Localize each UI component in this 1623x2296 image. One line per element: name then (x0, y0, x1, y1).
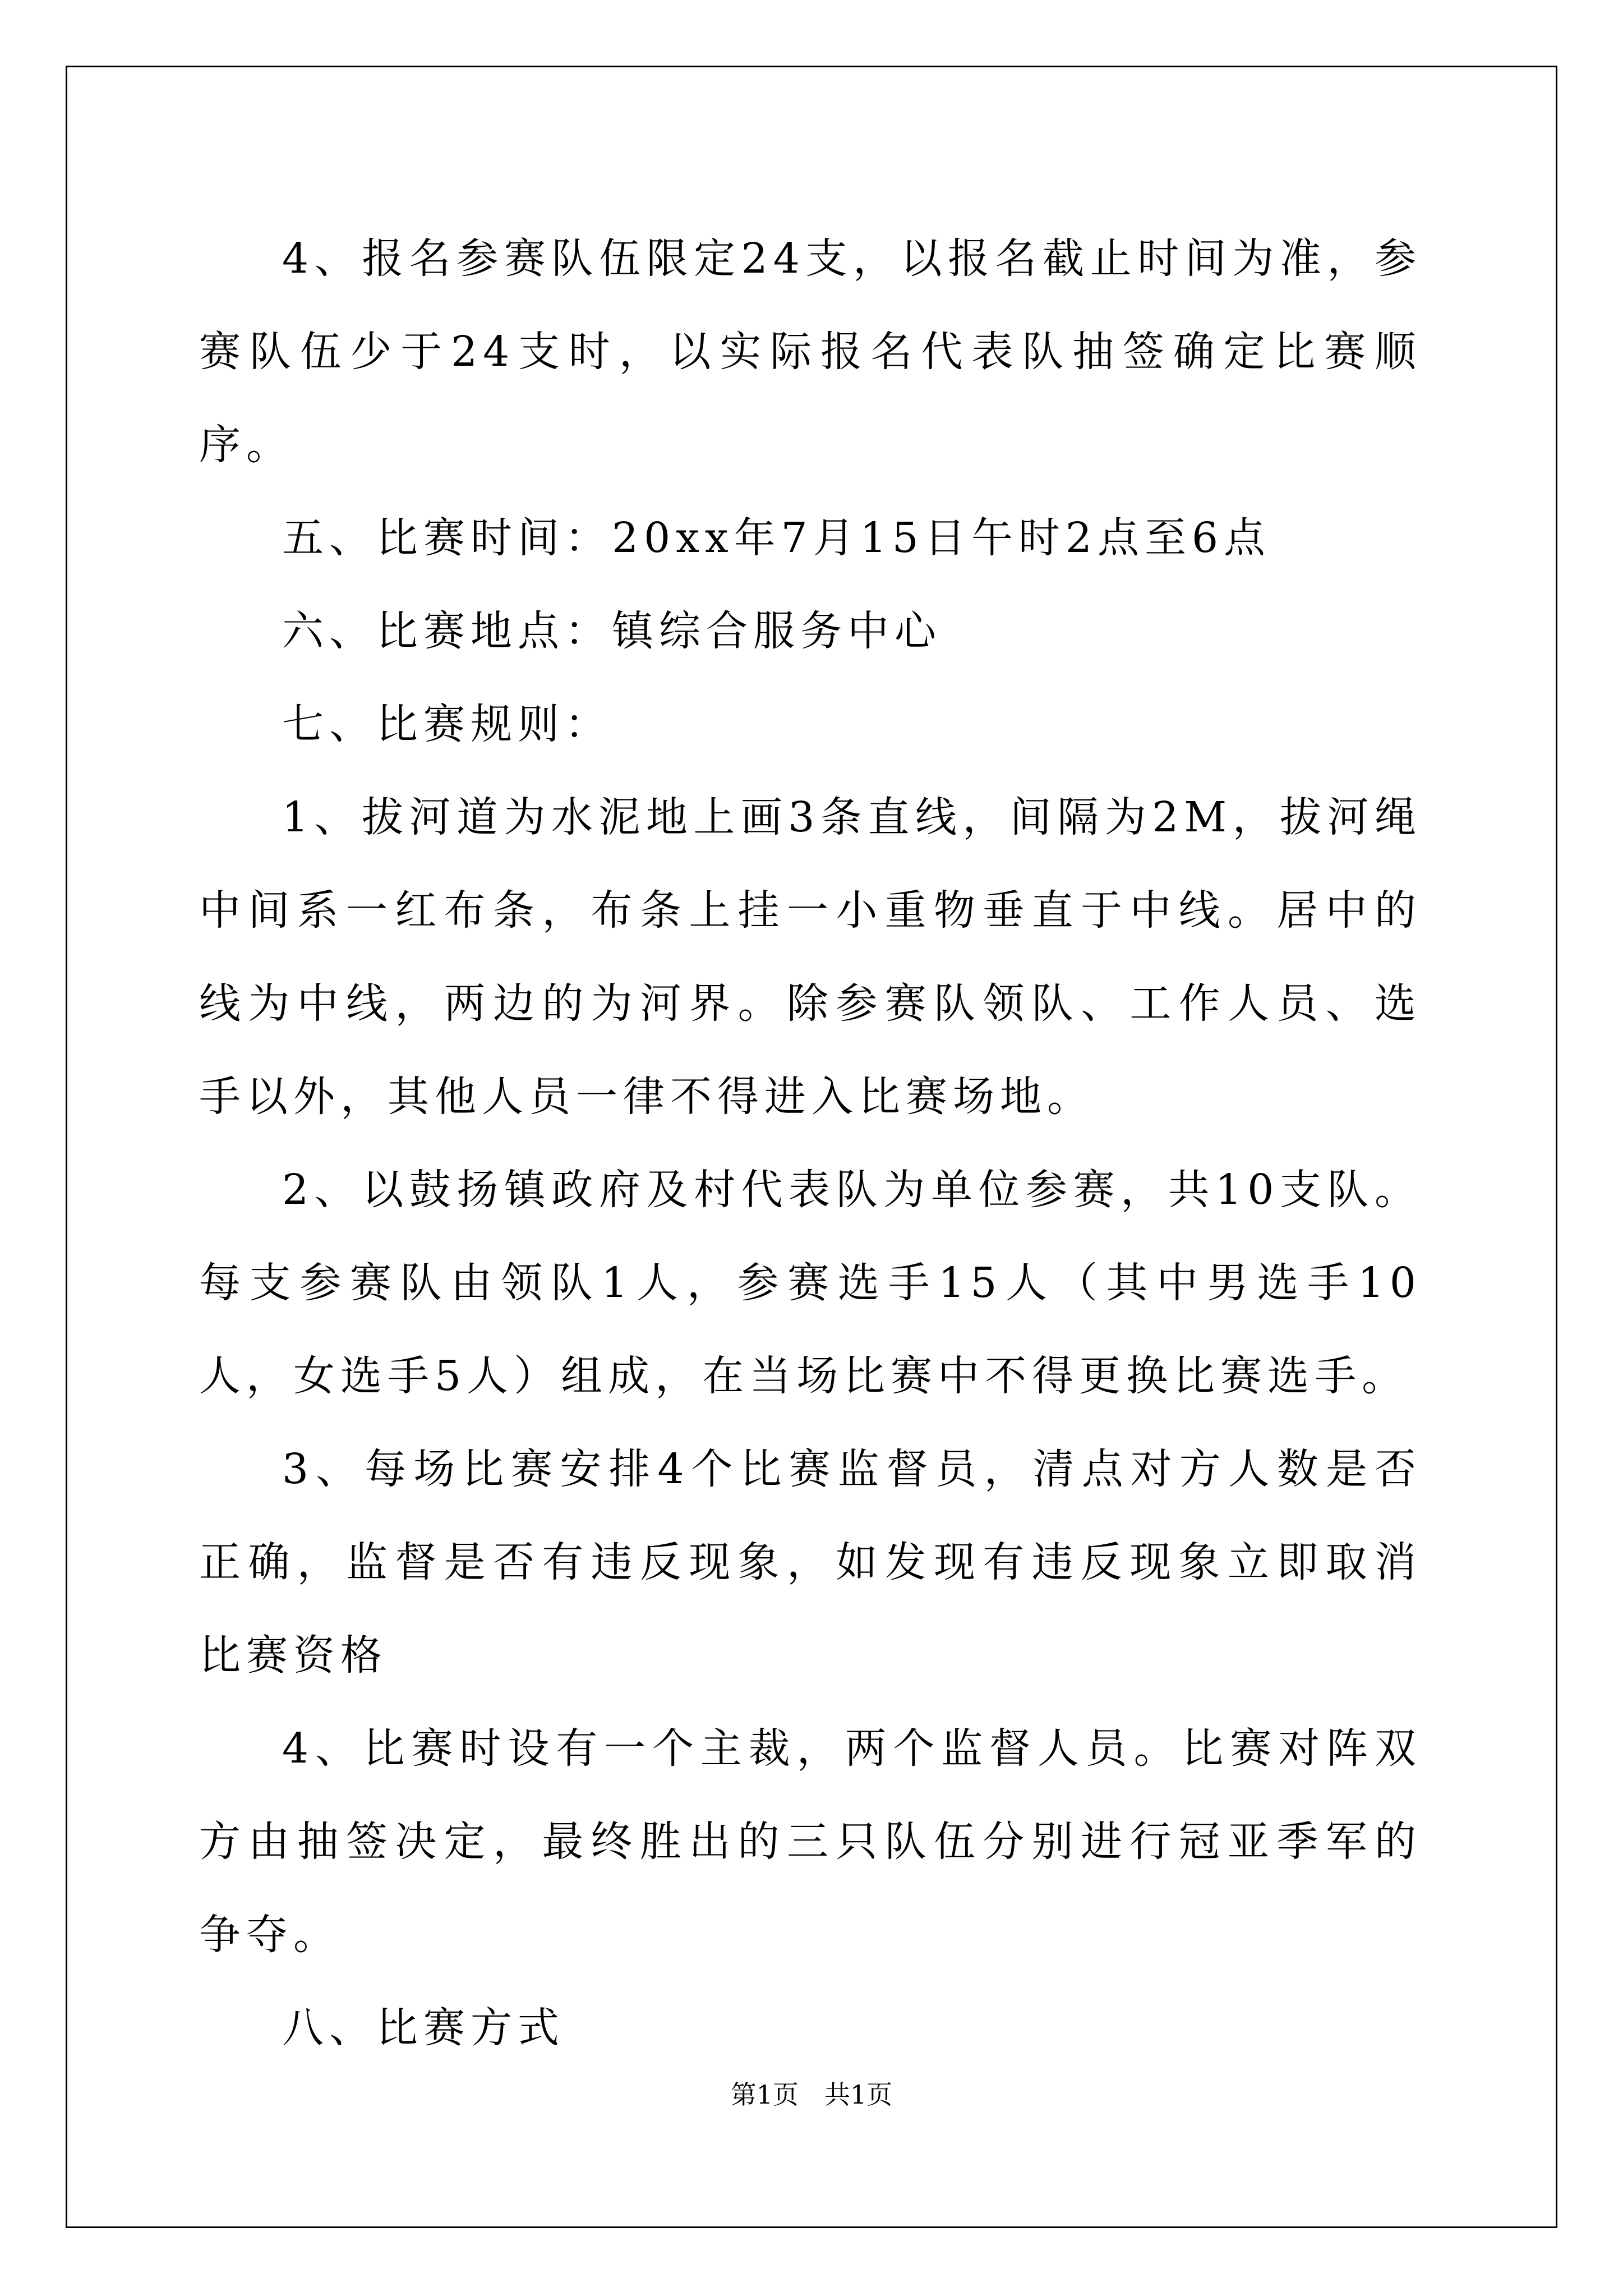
paragraph-match-time: 五、比赛时间：20xx年7月15日午时2点至6点 (282, 514, 1271, 562)
paragraph-rule-3: 3、每场比赛安排4个比赛监督员，清点对方人数是否正确，监督是否有违反现象，如发现有违反现象立即取消比赛资格 (199, 1445, 1422, 1680)
paragraph-rules-heading: 七、比赛规则： (282, 700, 612, 748)
page-number-footer: 第1页 共1页 (730, 2079, 893, 2110)
paragraph-rule-1: 1、拔河道为水泥地上画3条直线，间隔为2M，拔河绳中间系一红布条，布条上挂一小重物垂直于中线。居中的线为中线，两边的为河界。除参赛队领队、工作人员、选手以外，其他人员一律不得进入比赛场地。 (199, 793, 1422, 1121)
paragraph-match-format-heading: 八、比赛方式 (282, 2004, 565, 2052)
paragraph-match-location: 六、比赛地点：镇综合服务中心 (282, 607, 942, 655)
paragraph-rule-2: 2、以鼓扬镇政府及村代表队为单位参赛，共10支队。每支参赛队由领队1人，参赛选手15人（其中男选手10人，女选手5人）组成，在当场比赛中不得更换比赛选手。 (199, 1166, 1422, 1400)
paragraph-registration-limit: 4、报名参赛队伍限定24支，以报名截止时间为准，参赛队伍少于24支时，以实际报名代表队抽签确定比赛顺序。 (199, 234, 1422, 469)
paragraph-rule-4: 4、比赛时设有一个主裁，两个监督人员。比赛对阵双方由抽签决定，最终胜出的三只队伍分别进行冠亚季军的争夺。 (199, 1724, 1422, 1959)
document-body (199, 212, 1422, 2074)
